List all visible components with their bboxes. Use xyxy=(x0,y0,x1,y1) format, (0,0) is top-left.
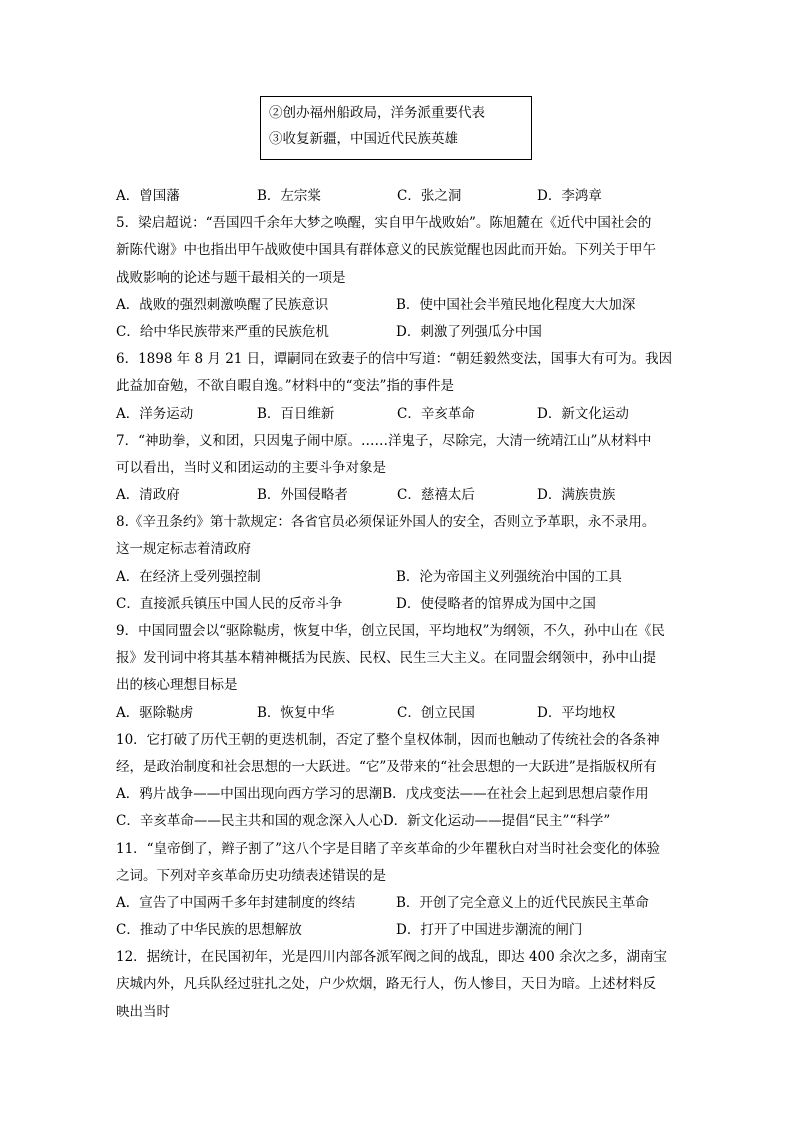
q4-options xyxy=(116,183,678,210)
q4-option-d[interactable]: D．李鸿章 xyxy=(537,188,602,204)
q8-stem-line: 这一规定标志着清政府 xyxy=(116,541,251,558)
q10-stem-line: 经，是政治制度和社会思想的一大跃进。“它”及带来的“社会思想的一大跃进”是指版权所有 xyxy=(116,758,657,775)
q9-options xyxy=(116,700,678,727)
q5-stem-line: 战败影响的论述与题干最相关的一项是 xyxy=(116,269,346,286)
q11-stem-line: 之词。下列对辛亥革命历史功绩表述错误的是 xyxy=(116,867,386,884)
q5-stem-line: 5．梁启超说：“吾国四千余年大梦之唤醒，实自甲午战败始”。陈旭麓在《近代中国社会的 xyxy=(116,215,652,232)
q9-option-b[interactable]: B．恢复中华 xyxy=(257,704,335,721)
q12-stem-line: 映出当时 xyxy=(116,1003,170,1020)
q8-option-c[interactable]: C．直接派兵镇压中国人民的反帝斗争 xyxy=(116,595,343,612)
q4-option-b[interactable]: B．左宗棠 xyxy=(257,188,321,204)
q5-stem-line: 新陈代谢》中也指出甲午战败使中国具有群体意义的民族觉醒也因此而开始。下列关于甲午 xyxy=(116,242,656,259)
q9-stem-line: 报》发刊词中将其基本精神概括为民族、民权、民生三大主义。在同盟会纲领中，孙中山提 xyxy=(116,650,656,667)
q8-option-a[interactable]: A．在经济上受列强控制 xyxy=(116,568,261,585)
q6-stem-line: 6．1898 年 8 月 21 日，谭嗣同在致妻子的信中写道：“朝廷毅然变法，国事大有可为。我因 xyxy=(116,351,673,368)
clue-line-2: ②创办福州船政局，洋务派重要代表 xyxy=(269,105,485,121)
q8-option-b[interactable]: B．沦为帝国主义列强统治中国的工具 xyxy=(396,568,622,585)
question-list xyxy=(116,183,678,1026)
q9-stem-line: 9．中国同盟会以“驱除鞑虏，恢复中华，创立民国，平均地权”为纲领，不久，孙中山在《民 xyxy=(116,623,665,639)
q11-options-row xyxy=(116,917,678,944)
q11-option-c[interactable]: C．推动了中华民族的思想解放 xyxy=(116,922,302,939)
q6-option-b[interactable]: B．百日维新 xyxy=(257,405,335,422)
q4-option-c[interactable]: C．张之洞 xyxy=(397,188,462,204)
q5-option-c[interactable]: C．给中华民族带来严重的民族危机 xyxy=(116,323,329,340)
q11-option-a[interactable]: A．宣告了中国两千多年封建制度的终结 xyxy=(116,894,356,911)
q7-stem-line: 7．“神助拳，义和团，只因鬼子闹中原。……洋鬼子，尽除完，大清一统靖江山”从材料中 xyxy=(116,432,652,449)
q9-stem-line: 出的核心理想目标是 xyxy=(116,677,238,694)
q8-stem-line: 8.《辛丑条约》第十款规定：各省官员必须保证外国人的安全，否则立予革职，永不录用。 xyxy=(116,514,656,531)
clue-line-3: ③收复新疆，中国近代民族英雄 xyxy=(269,131,458,147)
q7-option-d[interactable]: D．满族贵族 xyxy=(537,487,616,504)
q9-option-c[interactable]: C．创立民国 xyxy=(397,704,475,721)
q7-option-b[interactable]: B．外国侵略者 xyxy=(257,487,348,504)
q8-options-row xyxy=(116,564,678,591)
q9-option-d[interactable]: D．平均地权 xyxy=(537,704,616,721)
q6-option-d[interactable]: D．新文化运动 xyxy=(537,405,629,422)
q6-option-a[interactable]: A．洋务运动 xyxy=(116,405,194,422)
q8-options-row xyxy=(116,591,678,618)
q4-option-a[interactable]: A．曾国藩 xyxy=(116,188,180,204)
q11-option-d[interactable]: D．打开了中国进步潮流的闸门 xyxy=(396,922,583,939)
q10-stem-line: 10．它打破了历代王朝的更迭机制，否定了整个皇权体制，因而也触动了传统社会的各条神 xyxy=(116,731,660,748)
q8-option-d[interactable]: D．使侵略者的馆界成为国中之国 xyxy=(396,595,596,612)
q11-stem-line: 11．“皇帝倒了，辫子割了”这八个字是目睹了辛亥革命的少年瞿秋白对当时社会变化的体验 xyxy=(116,840,660,857)
q5-option-d[interactable]: D．刺激了列强瓜分中国 xyxy=(396,323,542,340)
q12-stem-line: 12．据统计，在民国初年，光是四川内部各派军阀之间的战乱，即达 400 余次之多，湖南宝 xyxy=(116,949,668,966)
q5-option-b[interactable]: B．使中国社会半殖民地化程度大大加深 xyxy=(396,296,636,313)
q6-option-c[interactable]: C．辛亥革命 xyxy=(397,405,475,422)
q7-options xyxy=(116,482,678,509)
q11-options-row xyxy=(116,890,678,917)
q7-option-a[interactable]: A．清政府 xyxy=(116,487,180,504)
q5-options-row xyxy=(116,292,678,319)
q10-options-ab[interactable]: A．鸦片战争——中国出现向西方学习的思潮B．戊戌变法——在社会上起到思想启蒙作用 xyxy=(116,786,649,803)
q6-options xyxy=(116,401,678,428)
q12-stem-line: 庆城内外，凡兵队经过驻扎之处，户少炊烟，路无行人，伤人惨目，天日为暗。上述材料反 xyxy=(116,976,656,993)
q11-option-b[interactable]: B．开创了完全意义上的近代民族民主革命 xyxy=(396,894,649,911)
q9-option-a[interactable]: A．驱除鞑虏 xyxy=(116,704,194,721)
q5-option-a[interactable]: A．战败的强烈刺激唤醒了民族意识 xyxy=(116,296,329,313)
q10-options-cd[interactable]: C．辛亥革命——民主共和国的观念深入人心D．新文化运动——提倡“民主”“科学” xyxy=(116,813,611,830)
q7-option-c[interactable]: C．慈禧太后 xyxy=(397,487,475,504)
q6-stem-line: 此益加奋勉，不欲自暇自逸。”材料中的“变法”指的事件是 xyxy=(116,378,454,395)
q5-options-row xyxy=(116,319,678,346)
q7-stem-line: 可以看出，当时义和团运动的主要斗争对象是 xyxy=(116,459,386,476)
question-4-clue-box xyxy=(260,96,532,160)
